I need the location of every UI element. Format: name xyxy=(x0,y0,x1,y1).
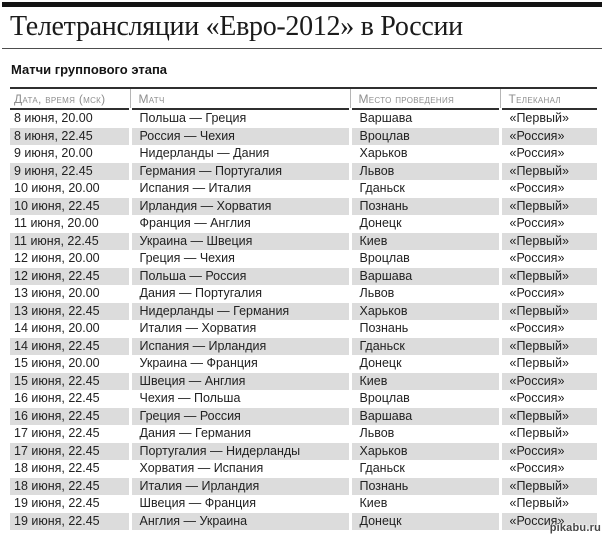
schedule-table-wrap xyxy=(10,87,597,530)
channel-cell: «Первый» xyxy=(509,268,569,283)
header-row xyxy=(10,88,597,109)
date-time-cell: 12 июня, 22.45 xyxy=(10,268,130,286)
date-time-cell: 8 июня, 20.00 xyxy=(10,109,130,128)
channel-cell: «Россия» xyxy=(509,181,565,195)
table-row xyxy=(10,390,597,408)
section-title: Матчи группового этапа xyxy=(11,62,168,77)
table-row xyxy=(10,215,597,233)
table-row xyxy=(10,495,597,513)
venue-cell: Львов xyxy=(350,425,500,443)
table-row xyxy=(10,285,597,303)
channel-cell: «Первый» xyxy=(509,163,569,178)
channel-cell: «Первый» xyxy=(509,356,569,370)
col-header-venue: Место проведения xyxy=(350,88,500,109)
channel-cell: «Россия» xyxy=(509,461,565,475)
match-cell: Россия — Чехия xyxy=(130,128,350,146)
channel-cell: «Россия» xyxy=(509,513,565,528)
venue-cell: Киев xyxy=(350,233,500,251)
matches-tbody xyxy=(10,109,597,530)
date-time-cell: 9 июня, 20.00 xyxy=(10,145,130,163)
channel-cell: «Первый» xyxy=(509,478,569,493)
venue-cell: Варшава xyxy=(350,268,500,286)
channel-cell: «Первый» xyxy=(509,496,569,510)
table-row xyxy=(10,355,597,373)
table-row xyxy=(10,338,597,356)
date-time-cell: 18 июня, 22.45 xyxy=(10,478,130,496)
match-cell: Ирландия — Хорватия xyxy=(130,198,350,216)
title-divider xyxy=(2,48,602,49)
table-row xyxy=(10,180,597,198)
venue-cell: Харьков xyxy=(350,303,500,321)
match-cell: Греция — Россия xyxy=(130,408,350,426)
date-time-cell: 16 июня, 22.45 xyxy=(10,408,130,426)
table-row xyxy=(10,128,597,146)
table-row xyxy=(10,303,597,321)
match-cell: Хорватия — Испания xyxy=(130,460,350,478)
date-time-cell: 9 июня, 22.45 xyxy=(10,163,130,181)
date-time-cell: 10 июня, 20.00 xyxy=(10,180,130,198)
match-cell: Швеция — Франция xyxy=(130,495,350,513)
channel-cell: «Первый» xyxy=(509,233,569,248)
venue-cell: Харьков xyxy=(350,443,500,461)
venue-cell: Донецк xyxy=(350,513,500,531)
venue-cell: Донецк xyxy=(350,355,500,373)
match-cell: Греция — Чехия xyxy=(130,250,350,268)
channel-cell: «Первый» xyxy=(509,338,569,353)
match-cell: Англия — Украина xyxy=(130,513,350,531)
match-cell: Нидерланды — Дания xyxy=(130,145,350,163)
table-row xyxy=(10,373,597,391)
channel-cell: «Россия» xyxy=(509,443,565,458)
match-cell: Нидерланды — Германия xyxy=(130,303,350,321)
table-row xyxy=(10,109,597,128)
table-row xyxy=(10,408,597,426)
col-header-match: Матч xyxy=(130,88,350,109)
match-cell: Германия — Португалия xyxy=(130,163,350,181)
date-time-cell: 15 июня, 20.00 xyxy=(10,355,130,373)
table-row xyxy=(10,478,597,496)
venue-cell: Львов xyxy=(350,163,500,181)
date-time-cell: 10 июня, 22.45 xyxy=(10,198,130,216)
table-row xyxy=(10,233,597,251)
match-cell: Чехия — Польша xyxy=(130,390,350,408)
channel-cell: «Россия» xyxy=(509,216,565,230)
date-time-cell: 11 июня, 20.00 xyxy=(10,215,130,233)
venue-cell: Донецк xyxy=(350,215,500,233)
table-row xyxy=(10,460,597,478)
table-row xyxy=(10,163,597,181)
table-row xyxy=(10,145,597,163)
date-time-cell: 18 июня, 22.45 xyxy=(10,460,130,478)
match-cell: Италия — Хорватия xyxy=(130,320,350,338)
channel-cell: «Россия» xyxy=(509,321,565,335)
date-time-cell: 15 июня, 22.45 xyxy=(10,373,130,391)
venue-cell: Вроцлав xyxy=(350,128,500,146)
venue-cell: Вроцлав xyxy=(350,250,500,268)
venue-cell: Харьков xyxy=(350,145,500,163)
venue-cell: Гданьск xyxy=(350,180,500,198)
match-cell: Португалия — Нидерланды xyxy=(130,443,350,461)
date-time-cell: 19 июня, 22.45 xyxy=(10,513,130,531)
col-header-date-time: Дата, время (мск) xyxy=(10,88,130,109)
top-rule xyxy=(2,2,602,7)
date-time-cell: 11 июня, 22.45 xyxy=(10,233,130,251)
venue-cell: Познань xyxy=(350,320,500,338)
channel-cell: «Россия» xyxy=(509,286,565,300)
table-row xyxy=(10,320,597,338)
date-time-cell: 14 июня, 20.00 xyxy=(10,320,130,338)
match-cell: Дания — Германия xyxy=(130,425,350,443)
venue-cell: Киев xyxy=(350,373,500,391)
channel-cell: «Россия» xyxy=(509,391,565,405)
channel-cell: «Россия» xyxy=(509,146,565,160)
venue-cell: Львов xyxy=(350,285,500,303)
match-cell: Украина — Швеция xyxy=(130,233,350,251)
table-row xyxy=(10,198,597,216)
table-row xyxy=(10,443,597,461)
date-time-cell: 14 июня, 22.45 xyxy=(10,338,130,356)
channel-cell: «Россия» xyxy=(509,373,565,388)
schedule-table xyxy=(10,87,597,530)
col-header-channel: Телеканал xyxy=(500,88,597,109)
channel-cell: «Россия» xyxy=(509,128,565,143)
page-title: Телетрансляции «Евро-2012» в России xyxy=(10,11,463,42)
table-row xyxy=(10,513,597,531)
date-time-cell: 8 июня, 22.45 xyxy=(10,128,130,146)
channel-cell: «Россия» xyxy=(509,251,565,265)
match-cell: Швеция — Англия xyxy=(130,373,350,391)
match-cell: Украина — Франция xyxy=(130,355,350,373)
table-row xyxy=(10,425,597,443)
venue-cell: Варшава xyxy=(350,408,500,426)
channel-cell: «Первый» xyxy=(509,198,569,213)
date-time-cell: 16 июня, 22.45 xyxy=(10,390,130,408)
venue-cell: Киев xyxy=(350,495,500,513)
table-row xyxy=(10,268,597,286)
venue-cell: Гданьск xyxy=(350,338,500,356)
channel-cell: «Первый» xyxy=(509,303,569,318)
channel-cell: «Первый» xyxy=(509,111,569,125)
match-cell: Франция — Англия xyxy=(130,215,350,233)
match-cell: Дания — Португалия xyxy=(130,285,350,303)
date-time-cell: 17 июня, 22.45 xyxy=(10,425,130,443)
match-cell: Польша — Россия xyxy=(130,268,350,286)
date-time-cell: 17 июня, 22.45 xyxy=(10,443,130,461)
match-cell: Испания — Ирландия xyxy=(130,338,350,356)
date-time-cell: 13 июня, 20.00 xyxy=(10,285,130,303)
channel-cell: «Первый» xyxy=(509,408,569,423)
channel-cell: «Первый» xyxy=(509,426,569,440)
watermark: pikabu.ru xyxy=(549,522,601,534)
venue-cell: Познань xyxy=(350,478,500,496)
venue-cell: Вроцлав xyxy=(350,390,500,408)
match-cell: Польша — Греция xyxy=(130,109,350,128)
venue-cell: Варшава xyxy=(350,109,500,128)
venue-cell: Познань xyxy=(350,198,500,216)
date-time-cell: 19 июня, 22.45 xyxy=(10,495,130,513)
venue-cell: Гданьск xyxy=(350,460,500,478)
date-time-cell: 13 июня, 22.45 xyxy=(10,303,130,321)
match-cell: Испания — Италия xyxy=(130,180,350,198)
table-row xyxy=(10,250,597,268)
date-time-cell: 12 июня, 20.00 xyxy=(10,250,130,268)
match-cell: Италия — Ирландия xyxy=(130,478,350,496)
